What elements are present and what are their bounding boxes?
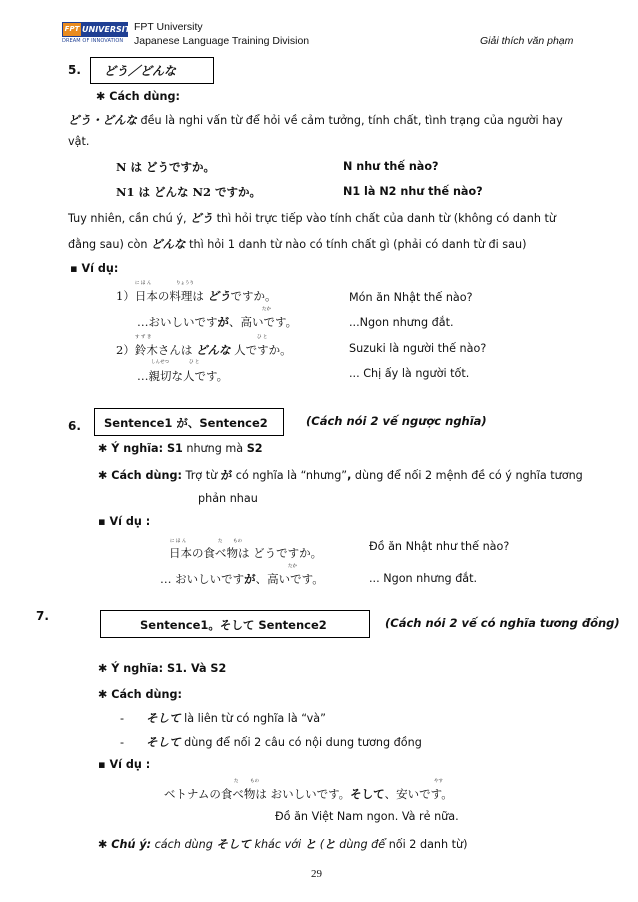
s5-ex2-a: …おいしいです	[137, 315, 218, 329]
s7-bullet-1-dash: -	[120, 712, 125, 725]
header-university: FPT University	[134, 21, 203, 33]
s7-note-b: Chú ý:	[111, 838, 152, 851]
s7-ex-jp	[164, 786, 453, 802]
s5-ex3-vi: Suzuki là người thế nào?	[349, 342, 487, 355]
s5-note-2a: đằng sau) còn	[68, 238, 152, 251]
s5-note-1-jp: どう	[190, 211, 214, 225]
s6-ex2-vi: ... Ngon nhưng đắt.	[369, 572, 478, 585]
s5-ex2-c: 、高いです。	[229, 315, 298, 329]
section-6-number: 6.	[68, 419, 81, 433]
s5-ex3-ruby-suzuki: す ず き	[135, 335, 152, 340]
section-5-title: どう／どんな	[104, 64, 177, 78]
s7-bullet-1-jp: そして	[146, 711, 181, 725]
s6-meaning	[98, 442, 263, 455]
s7-bullet-1	[120, 710, 326, 726]
section-6-title: Sentence1 が、Sentence2	[104, 416, 268, 430]
s7-usage: ✱ Cách dùng:	[98, 688, 182, 701]
s7-example-label: ▪ Ví dụ :	[98, 758, 151, 771]
s7-note-e: khác với	[250, 838, 305, 851]
s7-ex-ruby-ta: た	[234, 779, 239, 784]
s5-example-label: ▪ Ví dụ:	[70, 262, 119, 275]
s5-ex3-ruby-hito: ひ と	[257, 335, 268, 340]
s5-pattern-2-meaning: N1 là N2 như thế nào?	[343, 185, 483, 198]
s7-meaning: ✱ Ý nghĩa: S1. Và S2	[98, 662, 227, 675]
fpt-university-logo	[62, 22, 136, 46]
s5-note-2-jp: どんな	[151, 237, 186, 251]
s6-ex1-jp: 日本の食べ物は どうですか。	[169, 546, 323, 560]
s5-ex1-vi: Món ăn Nhật thế nào?	[349, 291, 473, 304]
page-number: 29	[311, 868, 322, 880]
s5-note-1b: thì hỏi trực tiếp vào tính chất của danh từ (không có danh từ	[213, 212, 556, 225]
s6-meaning-b: nhưng mà	[182, 442, 247, 455]
section-7-subtitle: (Cách nói 2 vế có nghĩa tương đồng)	[385, 616, 620, 630]
s7-ex-a: ベトナムの食べ物は おいしいです。	[164, 787, 351, 801]
s6-usage-c: が	[220, 468, 233, 482]
s5-ex1-b: どう	[207, 289, 231, 303]
s5-note-2b: thì hỏi 1 danh từ nào có tính chất gì (phải có danh từ đi sau)	[185, 238, 527, 251]
header-topic: Giải thích văn phạm	[480, 35, 574, 47]
s7-ex-vi: Đồ ăn Việt Nam ngon. Và rẻ nữa.	[275, 810, 459, 823]
s6-ex1-ruby-ta: た	[218, 539, 223, 544]
s7-note-j: nối 2 danh từ)	[385, 838, 468, 851]
s5-ex4-vi: ... Chị ấy là người tốt.	[349, 367, 470, 380]
s7-bullet-1-text: là liên từ có nghĩa là “và”	[180, 712, 326, 725]
s5-ex2-b: が	[217, 315, 229, 329]
s5-pattern-1: N は どうですか。	[116, 160, 216, 174]
header-division: Japanese Language Training Division	[134, 35, 310, 47]
s5-ex2-vi: ...Ngon nhưng đắt.	[349, 316, 454, 329]
s6-usage	[98, 467, 583, 483]
s5-usage-line	[68, 112, 563, 128]
s6-ex2-b: が	[244, 572, 256, 586]
s5-ex3-jp	[116, 342, 292, 358]
s6-usage-line-2: phản nhau	[198, 492, 258, 505]
s5-ex2-ruby: たか	[262, 307, 271, 312]
s6-ex2-jp	[160, 571, 324, 587]
s5-ex1-c: ですか。	[230, 289, 277, 303]
s7-bullet-2	[120, 734, 422, 750]
s7-note-f: と	[304, 837, 317, 851]
s7-ex-b: そして	[350, 787, 385, 801]
s6-example-label: ▪ Ví dụ :	[98, 515, 151, 528]
s7-note-g: (	[316, 838, 325, 851]
s5-usage-jp: どう・どんな	[68, 113, 137, 127]
s7-note-h: と	[324, 837, 336, 851]
s5-ex4-ruby-hito: ひ と	[189, 360, 200, 365]
s6-usage-f: dùng để nối 2 mệnh đề có ý nghĩa tương	[351, 469, 583, 482]
s6-usage-a: ✱ Cách dùng:	[98, 469, 182, 482]
s6-ex1-ruby-nihon: に ほ ん	[170, 539, 187, 544]
s5-ex1-a: 1）日本の料理は	[116, 289, 208, 303]
s5-usage-line-2: vật.	[68, 135, 90, 148]
s7-note-d: そして	[216, 837, 251, 851]
s6-ex1-vi: Đồ ăn Nhật như thế nào?	[369, 540, 510, 553]
s5-ex4-ruby-shinsetsu: しんせつ	[151, 360, 169, 365]
s5-note-line-1	[68, 210, 556, 226]
s7-note-i: dùng để	[335, 838, 386, 851]
s6-ex2-a: … おいしいです	[160, 572, 245, 586]
s6-ex1-ruby-mono: もの	[233, 539, 242, 544]
s7-note-c: cách dùng	[151, 838, 217, 851]
section-6-subtitle: (Cách nói 2 vế ngược nghĩa)	[306, 414, 487, 428]
s7-ex-ruby-yasu: やす	[434, 779, 443, 784]
s5-ex4-jp: …親切な人です。	[137, 369, 229, 383]
s6-usage-b: Trợ từ	[181, 469, 221, 482]
s7-ex-ruby-mono: もの	[250, 779, 259, 784]
s5-ex1-ruby-ryouri: りょうり	[176, 281, 194, 286]
section-7-number: 7.	[36, 609, 49, 623]
s5-ex3-c: 人ですか。	[230, 343, 292, 357]
section-7-title: Sentence1。そして Sentence2	[140, 618, 327, 632]
s6-meaning-c: S2	[246, 442, 263, 455]
s5-ex3-b: どんな	[195, 343, 231, 357]
section-5-number: 5.	[68, 63, 81, 77]
s5-pattern-1-meaning: N như thế nào?	[343, 160, 439, 173]
s6-ex2-c: 、高いです。	[255, 572, 324, 586]
s6-usage-e: ,	[347, 469, 352, 482]
s6-usage-d: có nghĩa là “nhưng”	[232, 469, 348, 482]
s7-bullet-2-text: dùng để nối 2 câu có nội dung tương đồng	[180, 736, 422, 749]
s7-bullet-2-dash: -	[120, 736, 125, 749]
s7-note-a: ✱	[98, 838, 112, 851]
logo-banner: UNIVERSITY	[62, 22, 128, 37]
s7-bullet-2-jp: そして	[146, 735, 181, 749]
s7-note	[98, 836, 468, 852]
s5-pattern-2: N1 は どんな N2 ですか。	[116, 185, 262, 199]
s5-note-line-2	[68, 236, 526, 252]
s5-usage-text: đều là nghi vấn từ để hỏi về cảm tưởng, tính chất, tình trạng của người hay	[137, 114, 563, 127]
logo-mark: FPT	[63, 23, 81, 36]
s5-ex3-a: 2）鈴木さんは	[116, 343, 196, 357]
s5-usage-label: ✱ Cách dùng:	[96, 90, 180, 103]
s5-ex2-jp	[137, 314, 297, 330]
s7-ex-c: 、安いです。	[384, 787, 453, 801]
logo-tagline: DREAM OF INNOVATION	[62, 38, 124, 44]
s5-note-1a: Tuy nhiên, cần chú ý,	[68, 212, 191, 225]
s5-ex1-jp	[116, 288, 276, 304]
s6-ex2-ruby: たか	[288, 564, 297, 569]
s5-ex1-ruby-nihon: に ほ ん	[135, 281, 152, 286]
s6-meaning-a: ✱ Ý nghĩa: S1	[98, 442, 183, 455]
